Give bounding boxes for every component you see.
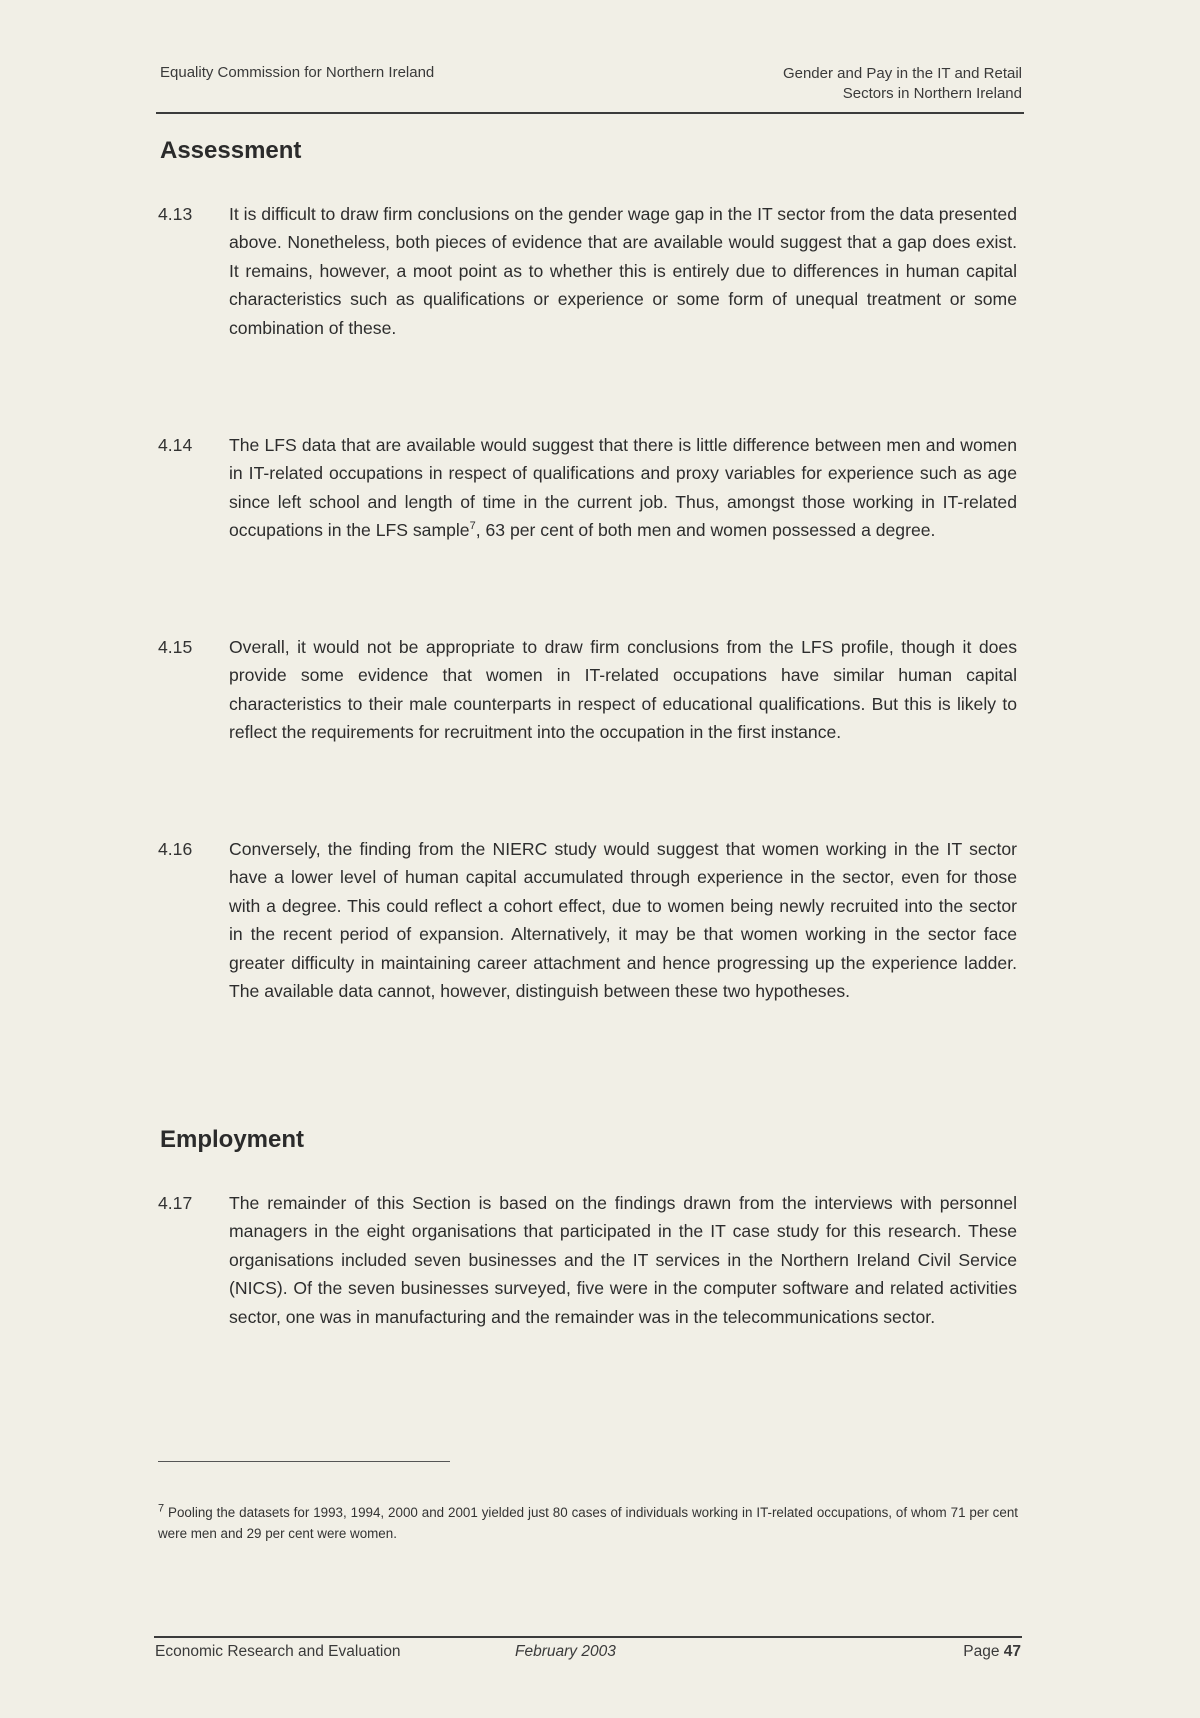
paragraph-text-part2: , 63 per cent of both men and women possessed a degree. bbox=[475, 520, 936, 541]
paragraph-number: 4.13 bbox=[158, 204, 193, 224]
paragraph-4-13 bbox=[158, 200, 1018, 400]
page-footer bbox=[155, 1643, 1021, 1669]
header-rule bbox=[156, 112, 1024, 114]
section-heading-employment: Employment bbox=[160, 1126, 305, 1153]
footer-page-number: 47 bbox=[1003, 1643, 1021, 1660]
section-heading-assessment: Assessment bbox=[160, 137, 302, 164]
header-report-title-line1: Gender and Pay in the IT and Retail bbox=[782, 65, 1022, 82]
paragraph-number: 4.14 bbox=[158, 435, 193, 455]
header-report-title-line2: Sectors in Northern Ireland bbox=[842, 85, 1022, 102]
paragraph-4-17 bbox=[158, 1189, 1018, 1419]
paragraph-text: Conversely, the finding from the NIERC study would suggest that women working in the IT sector have a lower level of human capital accumulated through experience in the sector, even for those with a degree. This could reflect a cohort effect, due to women being newly recruited into the sector in the recent period of expansion. Alternatively, it may be that women working in the sector face greater difficulty in maintaining career attachment and hence progressing up the experience ladder. The available data cannot, however, distinguish between these two hypotheses. bbox=[229, 839, 1017, 1002]
paragraph-text bbox=[229, 431, 1017, 545]
footer-rule bbox=[154, 1636, 1022, 1638]
paragraph-number: 4.15 bbox=[158, 637, 193, 657]
paragraph-number: 4.16 bbox=[158, 839, 193, 859]
paragraph-4-14 bbox=[158, 431, 1018, 606]
footer-page bbox=[963, 1643, 1021, 1661]
footnote-reference[interactable]: 7 bbox=[469, 520, 476, 533]
header-report-title bbox=[783, 64, 1022, 104]
paragraph-number: 4.17 bbox=[158, 1193, 193, 1213]
footnote-marker: 7 bbox=[158, 1502, 165, 1515]
footnote bbox=[158, 1502, 1018, 1544]
paragraph-4-15 bbox=[158, 633, 1018, 808]
paragraph-text-part1: The LFS data that are available would suggest that there is little difference between men and women in IT-related occupations in respect of qualifications and proxy variables for experience such as age since left school and length of time in the current job. Thus, amongst those working in IT-related occupations in the LFS sample bbox=[229, 435, 1017, 541]
footer-department: Economic Research and Evaluation bbox=[155, 1643, 401, 1660]
paragraph-text: Overall, it would not be appropriate to draw firm conclusions from the LFS profile, though it does provide some evidence that women in IT-related occupations have similar human capital characteristics to their male counterparts in respect of educational qualifications. But this is likely to reflect the requirements for recruitment into the occupation in the first instance. bbox=[229, 637, 1017, 743]
paragraph-4-16 bbox=[158, 835, 1018, 1095]
footnote-text: Pooling the datasets for 1993, 1994, 2000 and 2001 yielded just 80 cases of individuals working in IT-related occupations, of whom 71 per cent were men and 29 per cent were women. bbox=[158, 1505, 1018, 1541]
footer-date: February 2003 bbox=[515, 1643, 616, 1660]
header-organisation: Equality Commission for Northern Ireland bbox=[160, 64, 435, 81]
footer-page-label: Page bbox=[963, 1643, 1000, 1660]
page-header bbox=[158, 62, 1022, 112]
paragraph-text: It is difficult to draw firm conclusions on the gender wage gap in the IT sector from the data presented above. Nonetheless, both pieces of evidence that are available would suggest that a gap does exist. It remains, however, a moot point as to whether this is entirely due to differences in human capital characteristics such as qualifications or experience or some form of unequal treatment or some combination of these. bbox=[229, 204, 1017, 338]
footnote-separator bbox=[158, 1461, 450, 1462]
paragraph-text: The remainder of this Section is based on the findings drawn from the interviews with personnel managers in the eight organisations that participated in the IT case study for this research. These organisations included seven businesses and the IT services in the Northern Ireland Civil Service (NICS). Of the seven businesses surveyed, five were in the computer software and related activities sector, one was in manufacturing and the remainder was in the telecommunications sector. bbox=[229, 1193, 1017, 1327]
